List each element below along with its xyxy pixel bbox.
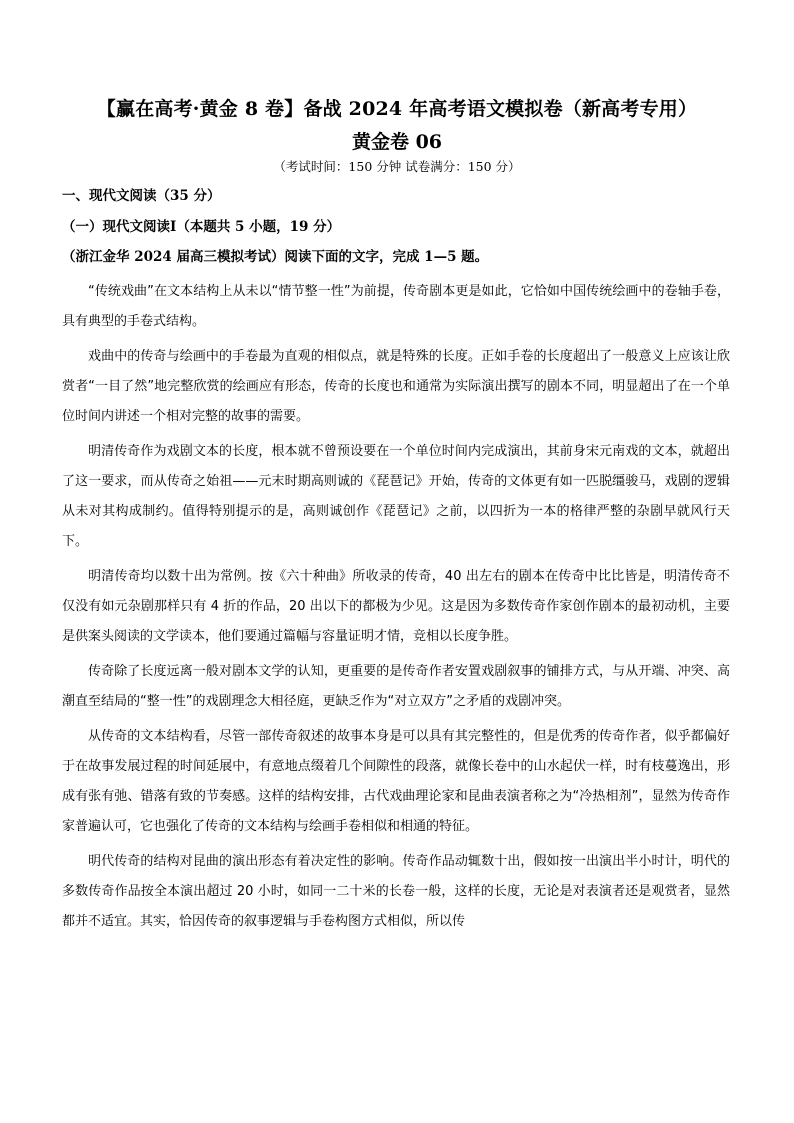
reading-passage xyxy=(62,277,730,942)
subsection-heading: （一）现代文阅读Ⅰ（本题共 5 小题，19 分） xyxy=(62,219,341,235)
passage-paragraph: 明代传奇的结构对昆曲的演出形态有着决定性的影响。传奇作品动辄数十出，假如按一出演出半小时计，明代的多数传奇作品按全本演出超过 20 小时，如同一二十米的长卷一般，这样的长度，无论是对表演者还是观赏者，显然都并不适宜。其实，恰因传奇的叙事逻辑与手卷构图方式相似，所以传 xyxy=(62,853,730,929)
page-title: 【赢在高考·黄金 8 卷】备战 2024 年高考语文模拟卷（新高考专用） xyxy=(96,98,698,120)
paper-subtitle: 黄金卷 06 xyxy=(351,131,443,153)
passage-paragraph: 传奇除了长度远离一般对剧本文学的认知，更重要的是传奇作者安置戏剧叙事的铺排方式，与从开端、冲突、高潮直至结局的“整一性”的戏剧理念大相径庭，更缺乏作为“对立双方”之矛盾的戏剧冲突。 xyxy=(62,663,730,709)
passage-paragraph: 明清传奇均以数十出为常例。按《六十种曲》所收录的传奇，40 出左右的剧本在传奇中比比皆是，明清传奇不仅没有如元杂剧那样只有 4 折的作品，20 出以下的都极为少见。这是因为多数传奇作家创作剧本的最初动机，主要是供案头阅读的文学读本，他们要通过篇幅与容量证明才情，竞相以长度争胜。 xyxy=(62,568,730,644)
passage-paragraph: 从传奇的文本结构看，尽管一部传奇叙述的故事本身是可以具有其完整性的，但是优秀的传奇作者，似乎都偏好于在故事发展过程的时间延展中，有意地点缀着几个间隙性的段落，就像长卷中的山水起伏一样，时有枝蔓逸出，形成有张有弛、错落有致的节奏感。这样的结构安排，古代戏曲理论家和昆曲表演者称之为“冷热相剂”，显然为传奇作家普遍认可，它也强化了传奇的文本结构与绘画手卷相似和相通的特征。 xyxy=(62,729,730,834)
section-heading-part1: 一、现代文阅读（35 分） xyxy=(62,188,221,204)
passage-paragraph: 明清传奇作为戏剧文本的长度，根本就不曾预设要在一个单位时间内完成演出，其前身宋元南戏的文本，就超出了这一要求，而从传奇之始祖——元末时期高则诚的《琵琶记》开始，传奇的文体更有如一匹脱缰骏马，戏剧的逻辑从未对其构成制约。值得特别提示的是，高则诚创作《琵琶记》之前，以四折为一本的格律严整的杂剧早就风行天下。 xyxy=(62,444,730,549)
exam-info: （考试时间：150 分钟 试卷满分：150 分） xyxy=(273,159,521,174)
passage-paragraph: “传统戏曲”在文本结构上从未以“情节整一性”为前提，传奇剧本更是如此，它恰如中国传统绘画中的卷轴手卷，具有典型的手卷式结构。 xyxy=(62,284,730,329)
passage-source-instruction: （浙江金华 2024 届高三模拟考试）阅读下面的文字，完成 1—5 题。 xyxy=(62,249,489,265)
passage-paragraph: 戏曲中的传奇与绘画中的手卷最为直观的相似点，就是特殊的长度。正如手卷的长度超出了一般意义上应该让欣赏者“一目了然”地完整欣赏的绘画应有形态，传奇的长度也和通常为实际演出撰写的剧本不同，明显超出了在一个单位时间内讲述一个相对完整的故事的需要。 xyxy=(62,349,730,424)
